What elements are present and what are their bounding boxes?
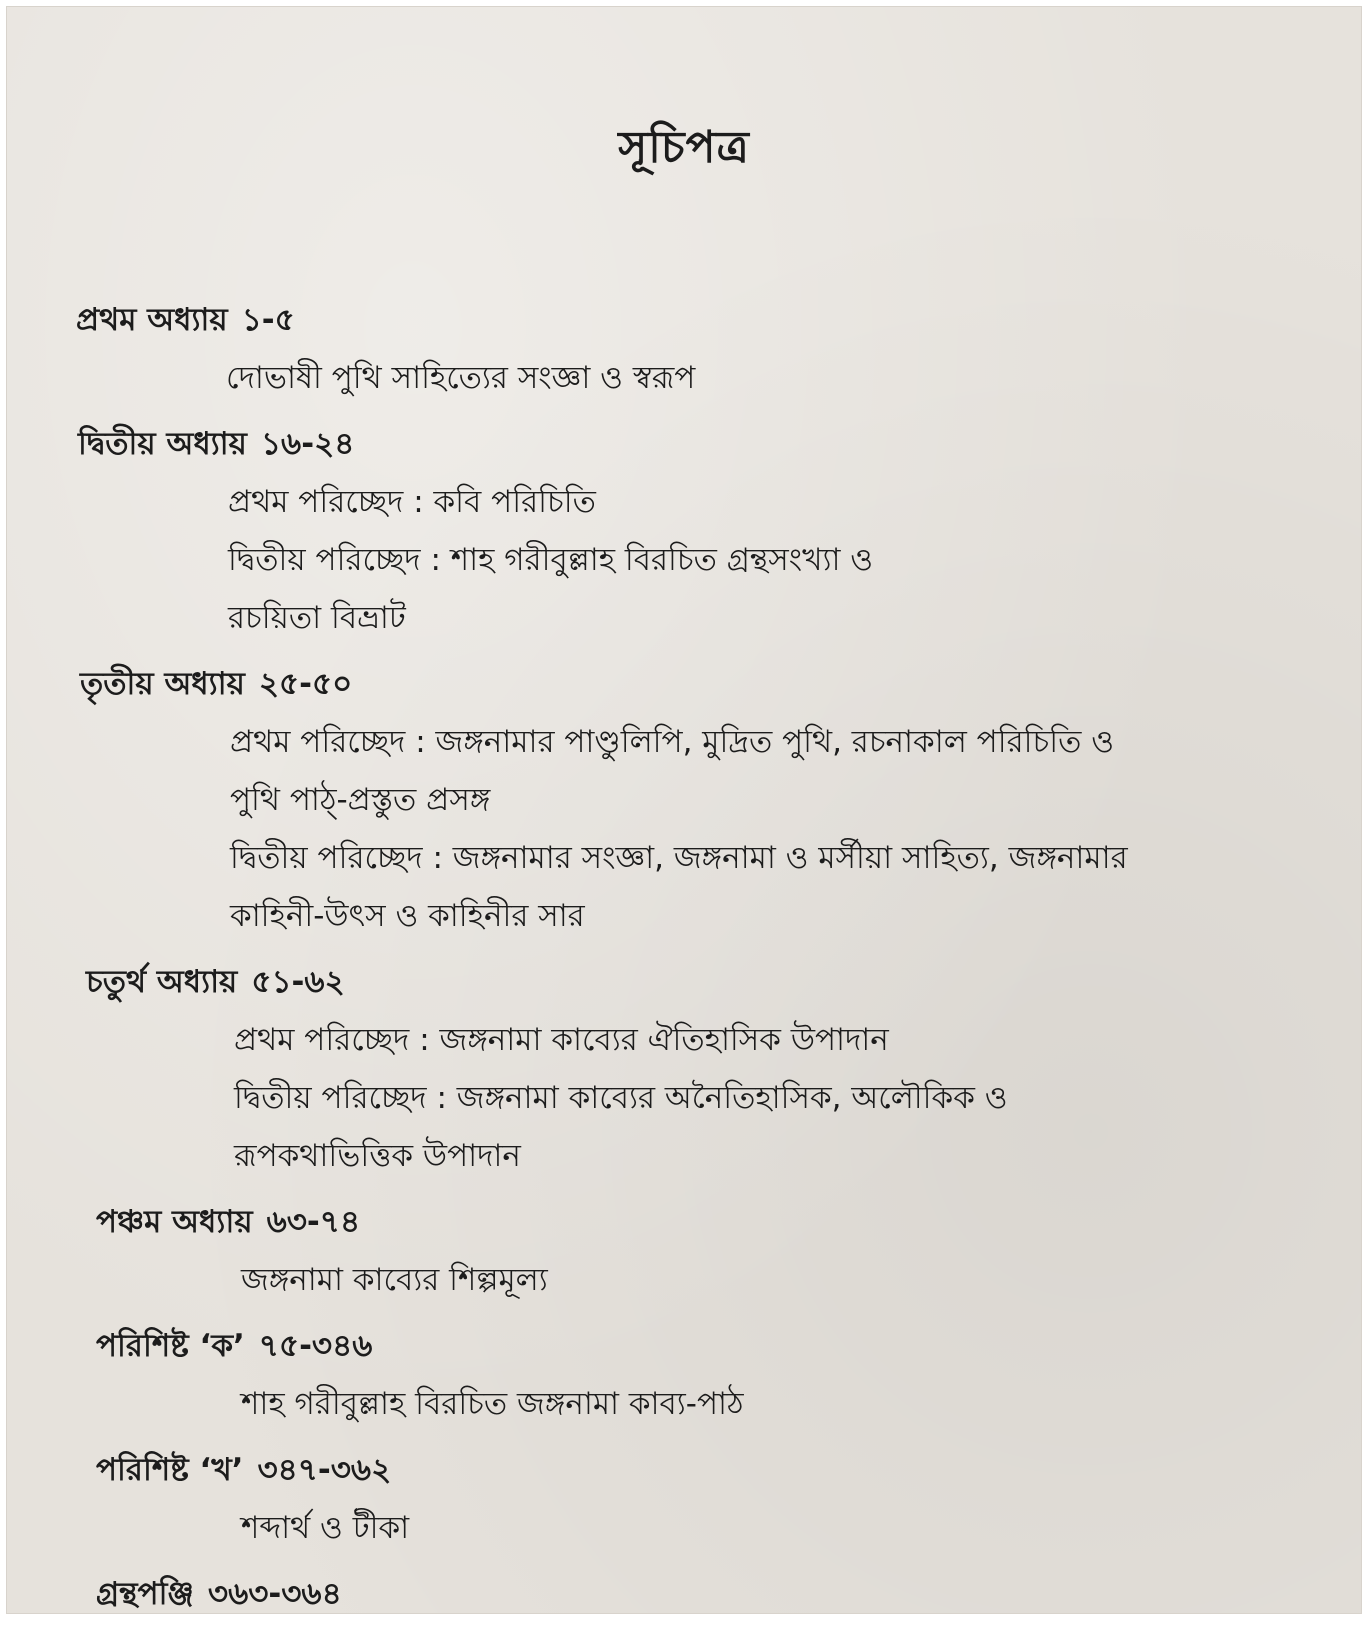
- section-line: প্রথম পরিচ্ছেদ : জঙ্গনামা কাব্যের ঐতিহাসিক উপাদান: [234, 1022, 889, 1058]
- section-line: দ্বিতীয় পরিচ্ছেদ : জঙ্গনামার সংজ্ঞা, জঙ্গনামা ও মর্সীয়া সাহিত্য, জঙ্গনামার: [230, 840, 1128, 876]
- chapter-heading: [6, 655, 1362, 713]
- section-line: শাহ গরীবুল্লাহ বিরচিত জঙ্গনামা কাব্য-পাঠ: [241, 1386, 744, 1422]
- chapter-title: চতুর্থ অধ্যায়: [86, 964, 238, 1000]
- chapter-pages: ৭৫-৩৪৬: [258, 1328, 373, 1364]
- toc-entry-appendix-ka: [6, 1317, 1362, 1433]
- chapter-heading: [6, 1441, 1362, 1499]
- section-line: পুথি পাঠ্-প্রস্তুত প্রসঙ্গ: [230, 782, 491, 818]
- section-line: প্রথম পরিচ্ছেদ : কবি পরিচিতি: [228, 484, 596, 520]
- toc-entry-bibliography: [6, 1565, 1362, 1614]
- section-line: দ্বিতীয় পরিচ্ছেদ : জঙ্গনামা কাব্যের অনৈতিহাসিক, অলৌকিক ও: [234, 1080, 1008, 1116]
- toc-entry-chapter-1: [6, 291, 1362, 407]
- section-line: শব্দার্থ ও টীকা: [241, 1510, 410, 1546]
- chapter-title: পরিশিষ্ট ‘ক’: [96, 1328, 245, 1364]
- section-line: প্রথম পরিচ্ছেদ : জঙ্গনামার পাণ্ডুলিপি, মুদ্রিত পুথি, রচনাকাল পরিচিতি ও: [230, 724, 1115, 760]
- chapter-pages: ৩৪৭-৩৬২: [257, 1452, 392, 1488]
- chapter-heading: [6, 1565, 1362, 1614]
- chapter-pages: ২৫-৫০: [258, 666, 353, 702]
- toc-entry-appendix-kha: [6, 1441, 1362, 1557]
- toc-entry-chapter-2: [6, 415, 1362, 647]
- section-line: দ্বিতীয় পরিচ্ছেদ : শাহ গরীবুল্লাহ বিরচিত গ্রন্থসংখ্যা ও: [228, 542, 874, 578]
- chapter-title: গ্রন্থপঞ্জি: [96, 1576, 194, 1612]
- section-line: কাহিনী-উৎস ও কাহিনীর সার: [230, 898, 585, 934]
- chapter-heading: [6, 1317, 1362, 1375]
- chapter-pages: ৩৬৩-৩৬৪: [207, 1576, 342, 1612]
- chapter-pages: ৫১-৬২: [251, 964, 345, 1000]
- chapter-title: পঞ্চম অধ্যায়: [96, 1204, 253, 1240]
- chapter-heading: [6, 953, 1362, 1011]
- table-of-contents: [6, 291, 1362, 1614]
- section-line: জঙ্গনামা কাব্যের শিল্পমূল্য: [241, 1262, 548, 1298]
- toc-entry-chapter-5: [6, 1193, 1362, 1309]
- section-line: রচয়িতা বিভ্রাট: [228, 600, 406, 636]
- chapter-heading: [6, 291, 1362, 349]
- chapter-pages: ৬৩-৭৪: [266, 1204, 361, 1240]
- chapter-heading: [6, 415, 1362, 473]
- page-title: সূচিপত্র: [618, 122, 750, 173]
- chapter-title: তৃতীয় অধ্যায়: [80, 666, 245, 702]
- section-line: রূপকথাভিত্তিক উপাদান: [234, 1138, 521, 1174]
- section-line: দোভাষী পুথি সাহিত্যের সংজ্ঞা ও স্বরূপ: [226, 360, 696, 396]
- chapter-title: পরিশিষ্ট ‘খ’: [96, 1452, 244, 1488]
- chapter-pages: ১৬-২৪: [260, 426, 355, 462]
- chapter-heading: [6, 1193, 1362, 1251]
- book-page: [6, 6, 1362, 1614]
- chapter-title: দ্বিতীয় অধ্যায়: [78, 426, 247, 462]
- toc-entry-chapter-3: [6, 655, 1362, 945]
- chapter-pages: ১-৫: [241, 302, 295, 338]
- toc-entry-chapter-4: [6, 953, 1362, 1185]
- chapter-title: প্রথম অধ্যায়: [76, 302, 228, 338]
